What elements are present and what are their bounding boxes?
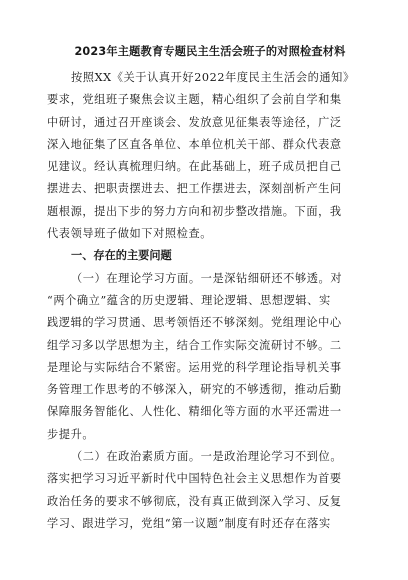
text-line: 题根源，提出下步的努力方向和初步整改措施。下面，我 <box>47 204 342 218</box>
text-line: 政治任务的要求不够彻底，没有真正做到深入学习、反复 <box>47 494 342 508</box>
subsection-theory-study <box>47 268 373 446</box>
intro-paragraph <box>47 67 373 245</box>
text-line: 学习、跟进学习，党组“第一议题”制度有时还存在落实 <box>47 516 331 530</box>
document-body <box>47 44 373 535</box>
text-line: （二）在政治素质方面。一是政治理论学习不到位。 <box>71 450 343 464</box>
text-line: 落实把学习习近平新时代中国特色社会主义思想作为首要 <box>47 472 342 486</box>
text-line: 按照XX《关于认真开好2022年度民主生活会的通知》 <box>71 71 355 84</box>
text-line: 践逻辑的学习贯通、思考领悟还不够深刻。党组理论中心 <box>47 316 342 330</box>
text-line: 步提升。 <box>47 427 95 441</box>
document-title: 2023年主题教育专题民主生活会班子的对照检查材料 <box>74 45 346 58</box>
text-line: 组学习多以学思想为主，结合工作实际交流研讨不够。二 <box>47 338 342 352</box>
text-line: “两个确立”蕴含的历史逻辑、理论逻辑、思想逻辑、实 <box>47 293 331 307</box>
subsection-political-quality <box>47 446 373 535</box>
text-line: 务管理工作思考的不够深入，研究的不够透彻，推动后勤 <box>47 383 342 397</box>
section-heading: 一、存在的主要问题 <box>71 249 172 263</box>
text-line: 是理论与实际结合不紧密。运用党的科学理论指导机关事 <box>47 360 342 374</box>
text-line: （一）在理论学习方面。一是深钻细研还不够透。对 <box>71 271 343 285</box>
text-line: 深入地征集了区直各单位、本单位机关干部、群众代表意 <box>47 137 342 151</box>
text-line: 见建议。经认真梳理归纳。在此基础上，班子成员把自己 <box>47 160 342 174</box>
text-line: 保障服务智能化、人性化、精细化等方面的水平还需进一 <box>47 405 342 419</box>
text-line: 中研讨，通过召开座谈会、发放意见征集表等途径，广泛 <box>47 115 342 129</box>
text-line: 要求，党组班子聚焦会议主题，精心组织了会前自学和集 <box>47 93 342 107</box>
text-line: 代表领导班子做如下对照检查。 <box>47 227 213 241</box>
text-line: 摆进去、把职责摆进去、把工作摆进去，深刻剖析产生问 <box>47 182 342 196</box>
